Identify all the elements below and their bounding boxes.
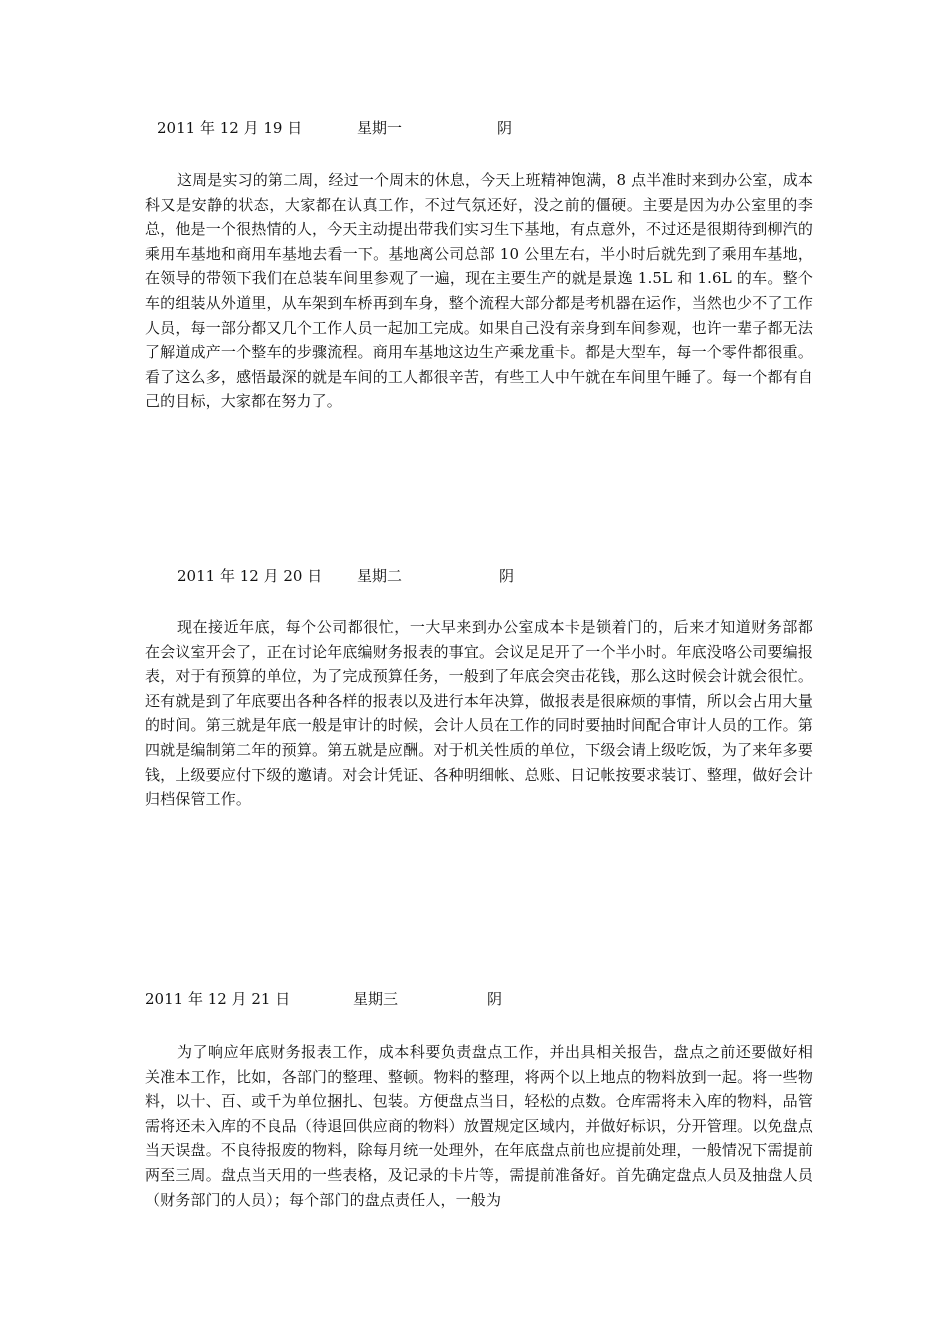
entry-weekday: 星期二 bbox=[357, 567, 403, 585]
entry-body: 为了响应年底财务报表工作，成本科要负责盘点工作，并出具相关报告，盘点之前还要做好相关准本工作，比如，各部门的整理、整顿。物料的整理，将两个以上地点的物料放到一起。将一些物料，以十、百、或千为单位捆扎、包装。方便盘点当日，轻松的点数。仓库需将未入库的物料，品管需将还未入库的不良品（待退回供应商的物料）放置规定区域内，并做好标识，分开管理。以免盘点当天误盘。不良待报废的物料，除每月统一处理外，在年底盘点前也应提前处理，一般情况下需提前两至三周。盘点当天用的一些表格，及记录的卡片等，需提前准备好。首先确定盘点人员及抽盘人员（财务部门的人员）；每个部门的盘点责任人，一般为 bbox=[145, 1043, 813, 1209]
entry-body: 现在接近年底，每个公司都很忙，一大早来到办公室成本卡是锁着门的，后来才知道财务部都在会议室开会了，正在讨论年底编财务报表的事宜。会议足足开了一个半小时。年底没咯公司要编报表，对于有预算的单位，为了完成预算任务，一般到了年底会突击花钱，那么这时候会计就会很忙。还有就是到了年底要出各种各样的报表以及进行本年决算，做报表是很麻烦的事情，所以会占用大量的时间。第三就是年底一般是审计的时候，会计人员在工作的同时要抽时间配合审计人员的工作。第四就是编制第二年的预算。第五就是应酬。对于机关性质的单位，下级会请上级吃饭，为了来年多要钱，上级要应付下级的邀请。对会计凭证、各种明细帐、总账、日记帐按要求装订、整理，做好会计归档保管工作。 bbox=[145, 618, 813, 809]
entry-weekday: 星期一 bbox=[357, 119, 403, 137]
entry-weather: 阴 bbox=[497, 119, 513, 137]
entry-date: 2011 年 12 月 19 日 bbox=[157, 119, 303, 137]
entry-weekday: 星期三 bbox=[353, 990, 399, 1008]
entry-weather: 阴 bbox=[499, 567, 515, 585]
entry-date: 2011 年 12 月 20 日 bbox=[177, 567, 323, 585]
entry-date: 2011 年 12 月 21 日 bbox=[145, 990, 291, 1008]
entry-weather: 阴 bbox=[487, 990, 503, 1008]
entry-body: 这周是实习的第二周，经过一个周末的休息，今天上班精神饱满，8 点半准时来到办公室，成本科又是安静的状态，大家都在认真工作，不过气氛还好，没之前的僵硬。主要是因为办公室里的李总，他是一个很热情的人，今天主动提出带我们实习生下基地，有点意外，不过还是很期待到柳汽的乘用车基地和商用车基地去看一下。基地离公司总部 10 公里左右，半小时后就先到了乘用车基地，在领导的带领下我们在总装车间里参观了一遍，现在主要生产的就是景逸 1.5L 和 1.6L 的车。整个车的组装从外道里，从车架到车桥再到车身，整个流程大部分都是考机器在运作，当然也少不了工作人员，每一部分都又几个工作人员一起加工完成。如果自己没有亲身到车间参观，也许一辈子都无法了解道成产一个整车的步骤流程。商用车基地这边生产乘龙重卡。都是大型车，每一个零件都很重。看了这么多，感悟最深的就是车间的工人都很辛苦，有些工人中午就在车间里午睡了。每一个都有自己的目标，大家都在努力了。 bbox=[145, 171, 813, 411]
